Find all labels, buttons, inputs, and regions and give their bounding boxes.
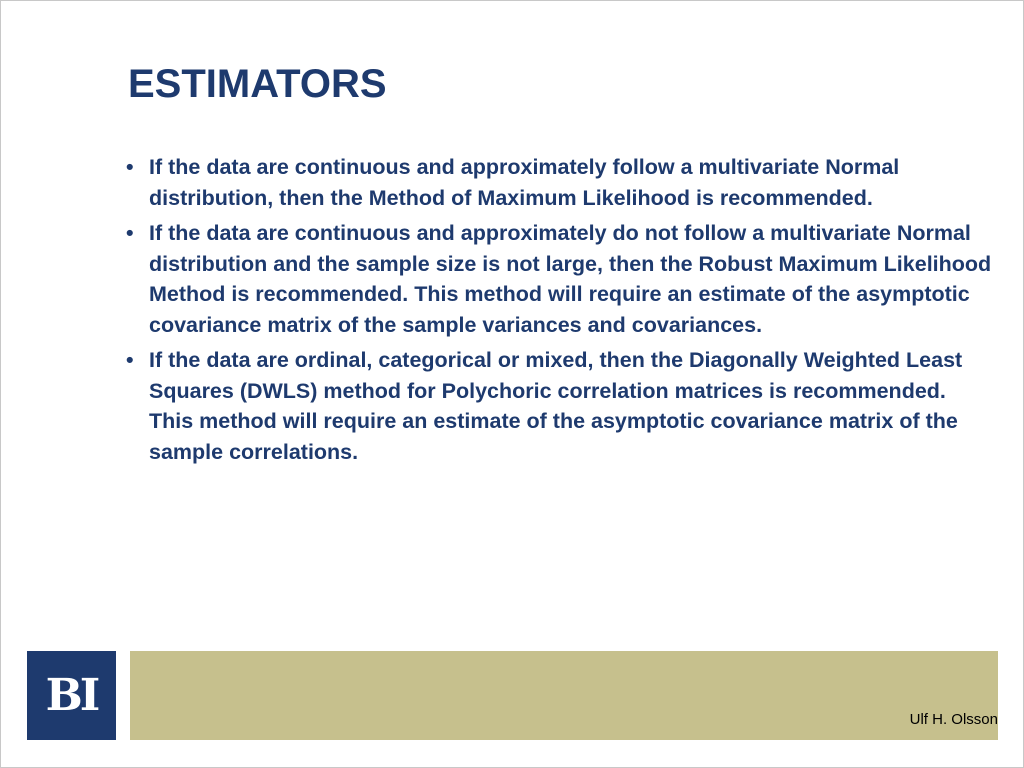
- bullet-text: If the data are ordinal, categorical or mixed, then the Diagonally Weighted Least Squares (DWLS) method for Polychoric correlation matrices is recommended. This method will require an estimate of the asymptotic covariance matrix of the sample correlations.: [149, 348, 963, 464]
- bullet-item: [126, 218, 996, 340]
- bullet-marker: •: [126, 221, 134, 245]
- bi-logo: [27, 651, 116, 740]
- bullet-marker: •: [126, 348, 134, 372]
- bullet-item: [126, 345, 996, 467]
- bi-logo-text: BI: [45, 670, 98, 721]
- bullet-list: [126, 152, 996, 472]
- bullet-text: If the data are continuous and approximately do not follow a multivariate Normal distribution and the sample size is not large, then the Robust Maximum Likelihood Method is recommended. This method will require an estimate of the asymptotic covariance matrix of the sample variances and covariances.: [149, 221, 992, 337]
- author-name: Ulf H. Olsson: [909, 711, 998, 728]
- bullet-marker: •: [126, 155, 134, 179]
- bullet-text: If the data are continuous and approximately follow a multivariate Normal distribution, then the Method of Maximum Likelihood is recommended.: [149, 155, 900, 210]
- bullet-item: [126, 152, 996, 213]
- footer-band: [130, 651, 998, 740]
- slide-title: ESTIMATORS: [128, 62, 387, 106]
